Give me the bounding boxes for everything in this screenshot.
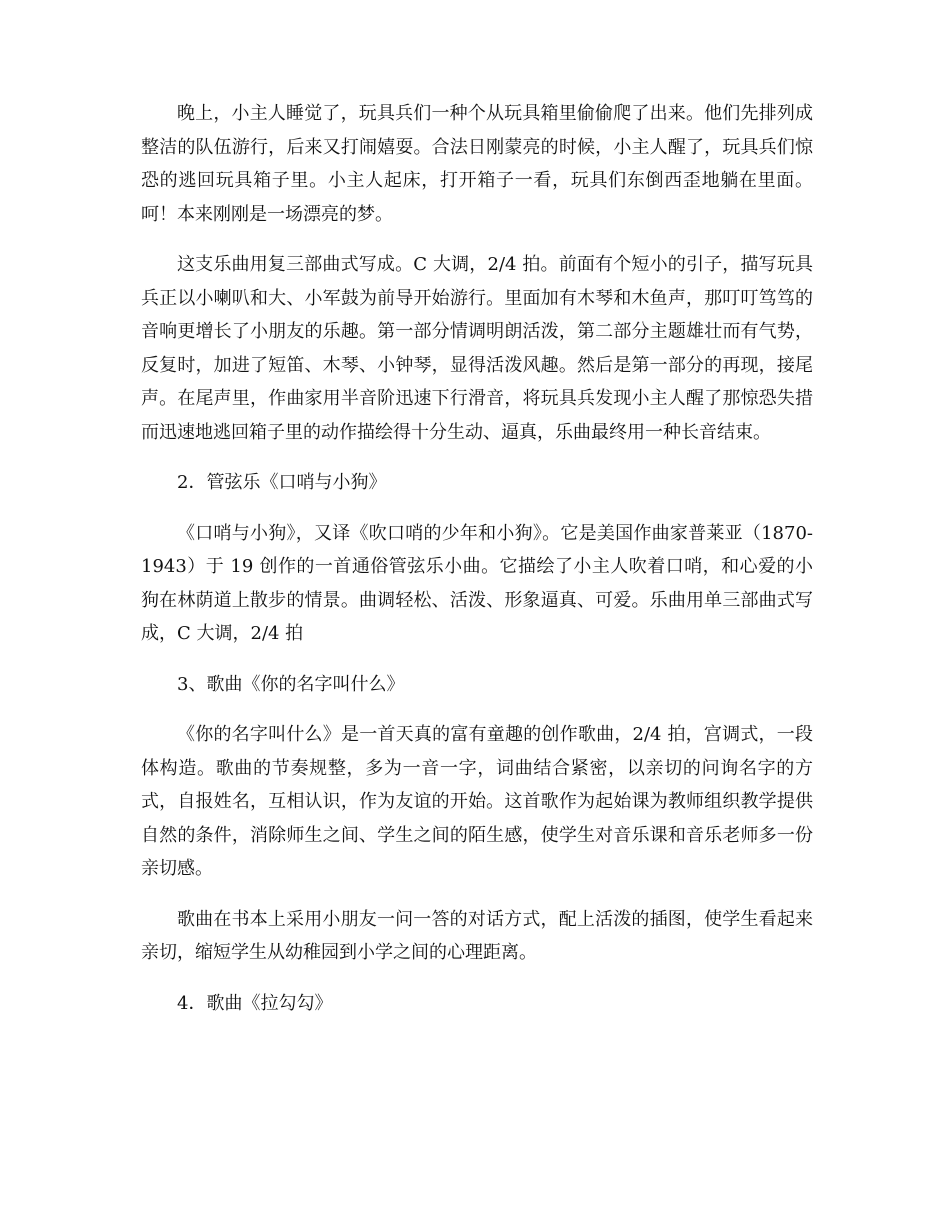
document-body [141,97,813,1037]
section-heading-whats-your-name: 3、歌曲《你的名字叫什么》 [177,673,405,695]
paragraph-toy-soldiers-analysis: 这支乐曲用复三部曲式写成。C 大调，2/4 拍。前面有个短小的引子，描写玩具兵正以小喇叭和大、小军鼓为前导开始游行。里面加有木琴和木鱼声，那叮叮笃笃的音响更增长了小朋友的乐趣。第一部分情调明朗活泼，第二部分主题雄壮而有气势，反复时，加进了短笛、木琴、小钟琴，显得活泼风趣。然后是第一部分的再现，接尾声。在尾声里，作曲家用半音阶迅速下行滑音，将玩具兵发现小主人醒了那惊恐失措而迅速地逃回箱子里的动作描绘得十分生动、逼真，乐曲最终用一种长音结束。 [141,254,813,443]
paragraph-whistle-and-dog: 《口哨与小狗》，又译《吹口哨的少年和小狗》。它是美国作曲家普莱亚（1870-1943）于 19 创作的一首通俗管弦乐小曲。它描绘了小主人吹着口哨，和心爱的小狗在林荫道上散步的情景。曲调轻松、活泼、形象逼真、可爱。乐曲用单三部曲式写成，C 大调，2/4 拍 [141,522,813,644]
section-heading-pinky-promise: 4．歌曲《拉勾勾》 [177,992,333,1014]
paragraph-whats-your-name: 《你的名字叫什么》是一首天真的富有童趣的创作歌曲，2/4 拍，宫调式，一段体构造。歌曲的节奏规整，多为一音一字，词曲结合紧密，以亲切的问询名字的方式，自报姓名，互相认识，作为友谊的开始。这首歌作为起始课为教师组织教学提供自然的条件，消除师生之间、学生之间的陌生感，使学生对音乐课和音乐老师多一份亲切感。 [141,724,813,879]
paragraph-dialogue-format: 歌曲在书本上采用小朋友一问一答的对话方式，配上活泼的插图，使学生看起来亲切，缩短学生从幼稚园到小学之间的心理距离。 [141,908,813,963]
section-heading-whistle-and-dog: 2．管弦乐《口哨与小狗》 [177,472,387,493]
paragraph-toy-soldiers-story: 晚上，小主人睡觉了，玩具兵们一种个从玩具箱里偷偷爬了出来。他们先排列成整洁的队伍游行，后来又打闹嬉耍。合法日刚蒙亮的时候，小主人醒了，玩具兵们惊恐的逃回玩具箱子里。小主人起床，打开箱子一看，玩具们东倒西歪地躺在里面。呵！本来刚刚是一场漂亮的梦。 [141,103,813,225]
